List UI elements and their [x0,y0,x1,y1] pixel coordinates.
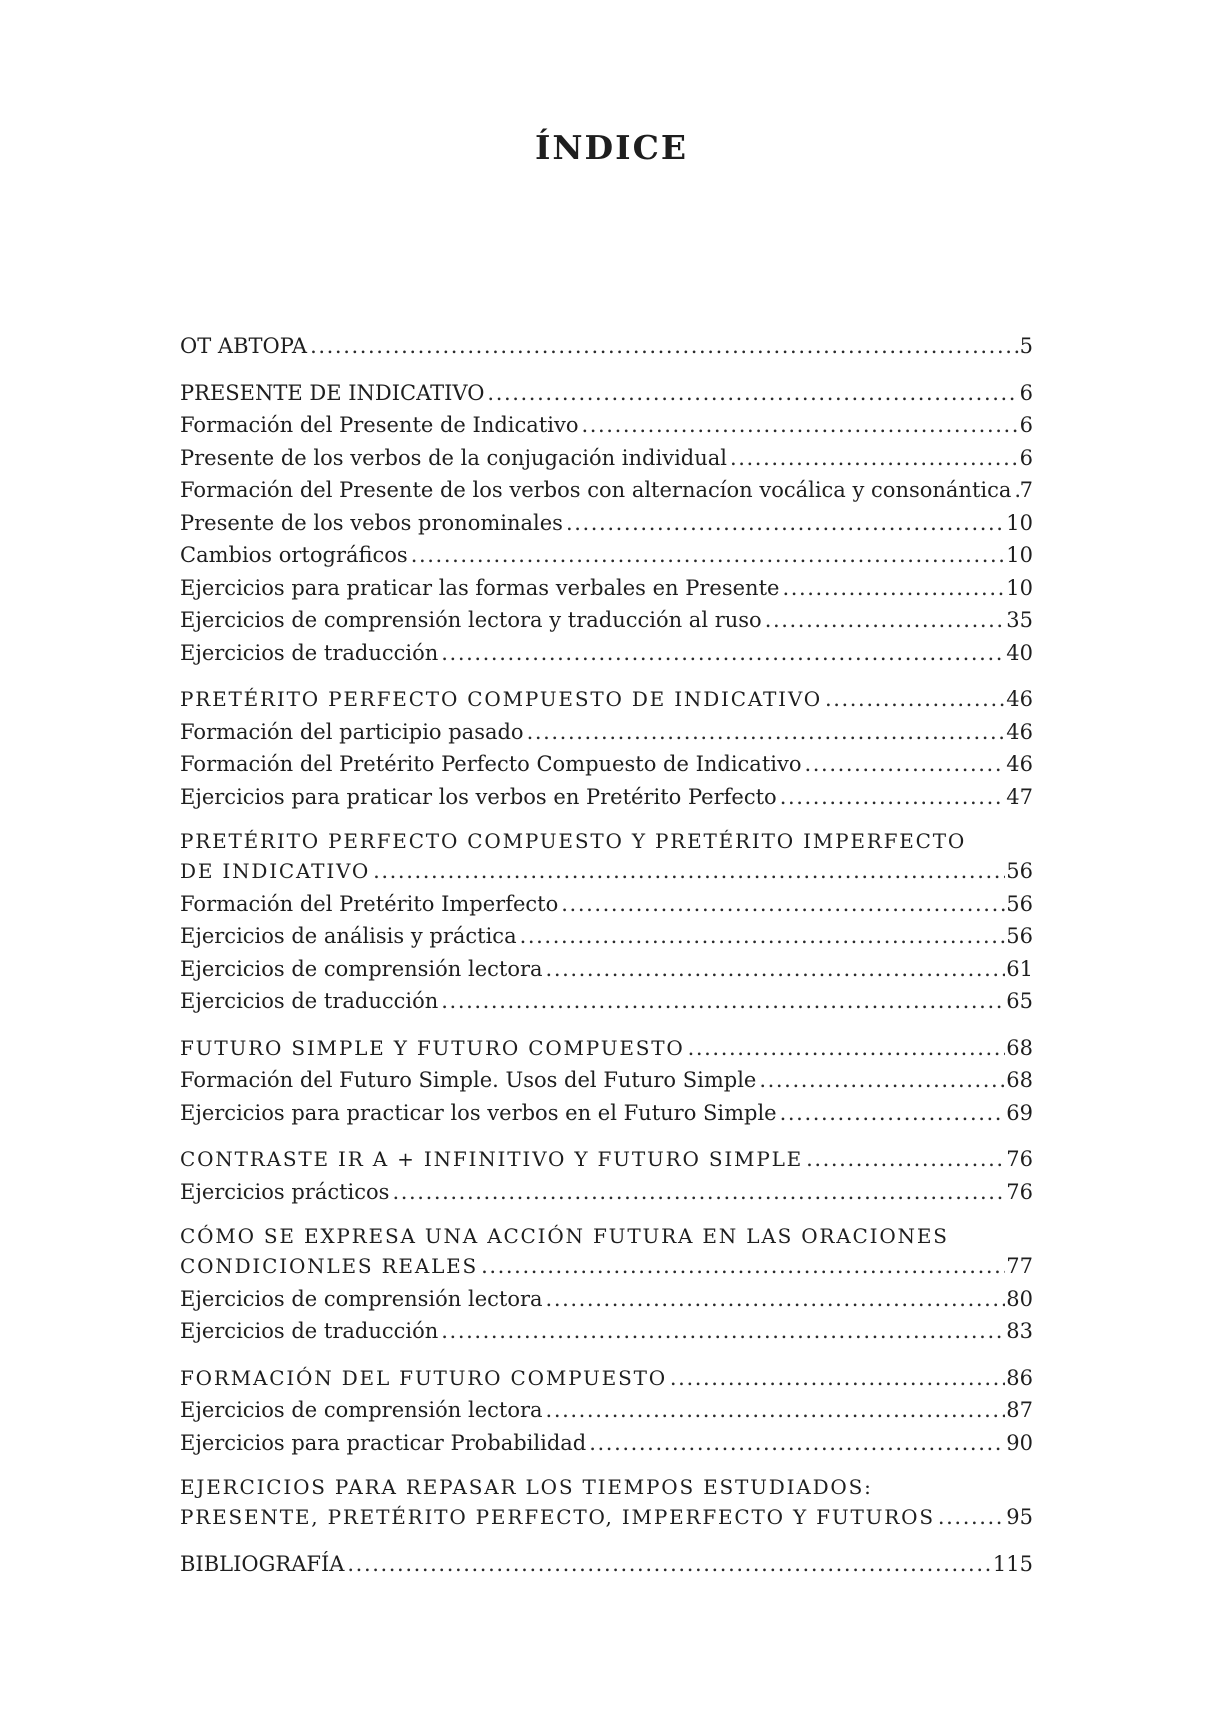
toc-entry[interactable] [180,637,1033,670]
toc-entry[interactable] [180,1548,1033,1581]
toc-entry[interactable] [180,1501,1033,1534]
page-title: ÍNDICE [534,128,689,167]
toc-entry[interactable] [180,953,1033,986]
toc-entry[interactable] [180,1394,1033,1427]
toc-entry[interactable] [180,539,1033,572]
dot-leader [765,604,1006,637]
toc-entry-title: Ejercicios para practicar los verbos en el Futuro Simple [180,1100,777,1125]
toc-entry-page-number: 69 [1006,1100,1033,1125]
toc-entry-title: Formación del participio pasado [180,719,524,744]
toc-entry[interactable] [180,1283,1033,1316]
toc-entry-title: Cambios ortográficos [180,543,408,567]
toc-entry-page-number: 86 [1006,1365,1033,1390]
toc-entry-page-number: 35 [1006,608,1033,632]
toc-entry-title: Ejercicios para practicar Probabilidad [180,1430,587,1455]
toc-entry-title: Ejercicios de traducción [180,989,439,1013]
toc-entry-page-number: 87 [1006,1398,1033,1422]
toc-entry-title: Ejercicios para praticar las formas verbales en Presente [180,575,780,600]
toc-entry[interactable] [180,1032,1033,1065]
dot-leader [546,953,1006,986]
toc-entry-title: BIBLIOGRAFÍA [180,1551,345,1576]
dot-leader [441,637,1005,670]
toc-entry-page-number: 46 [1006,687,1033,711]
toc-section-heading-line: PRETÉRITO PERFECTO COMPUESTO Y PRETÉRITO IMPERFECTO [180,829,967,853]
toc-entry-page-number: 6 [1019,380,1033,405]
toc-entry-page-number: 10 [1006,510,1033,535]
dot-leader [566,507,1005,540]
toc-entry[interactable] [180,1250,1033,1283]
dot-leader [561,888,1005,921]
dot-leader [481,1250,1005,1283]
toc-section [180,1473,1033,1534]
toc-entry[interactable] [180,1315,1033,1348]
toc-entry-page-number: 76 [1006,1179,1033,1204]
dot-leader [730,442,1019,475]
toc-entry[interactable] [180,409,1033,442]
toc-entry-page-number: 56 [1006,859,1033,883]
toc-entry[interactable] [180,1362,1033,1395]
toc-entry-page-number: 115 [992,1551,1033,1576]
toc-entry[interactable] [180,604,1033,637]
toc-entry-title: Ejercicios de comprensión lectora [180,1398,543,1422]
toc-entry-page-number: 40 [1006,640,1033,665]
toc-entry-page-number: 76 [1006,1147,1033,1171]
toc-entry[interactable] [180,1143,1033,1176]
toc-entry-page-number: 7 [1019,478,1033,502]
toc-entry-title: Formación del Pretérito Imperfecto [180,891,559,916]
toc-entry[interactable] [180,683,1033,716]
dot-leader [441,985,1005,1018]
toc-entry-title: Ejercicios de comprensión lectora y traducción al ruso [180,608,762,632]
toc-entry[interactable] [180,716,1033,749]
toc-entry-page-number: 61 [1006,956,1033,981]
toc-entry-title: PRETÉRITO PERFECTO COMPUESTO DE INDICATIVO [180,687,822,711]
toc-entry[interactable] [180,377,1033,410]
toc-entry-title: PRESENTE, PRETÉRITO PERFECTO, IMPERFECTO Y FUTUROS [180,1505,935,1529]
dot-leader [938,1501,1005,1534]
dot-leader [392,1176,1005,1209]
toc-entry-page-number: 6 [1019,413,1033,437]
toc-entry-page-number: 6 [1019,445,1033,470]
toc-entry-title: Formación del Presente de los verbos con alternacíon vocálica y consonántica [180,478,1012,502]
toc-section [180,1548,1033,1581]
dot-leader [759,1064,1005,1097]
toc-entry-title: Ejercicios de traducción [180,1319,439,1343]
toc-entry-title: OT ABTOPA [180,334,308,358]
toc-section-heading-line: CÓMO SE EXPRESA UNA ACCIÓN FUTURA EN LAS ORACIONES [180,1224,949,1248]
toc-entry[interactable] [180,781,1033,814]
dot-leader [441,1315,1005,1348]
toc-entry-title: Ejercicios de comprensión lectora [180,1286,543,1311]
toc-entry-page-number: 10 [1006,543,1033,567]
toc-entry-title: Presente de los vebos pronominales [180,510,563,535]
toc-section [180,377,1033,670]
toc-entry-page-number: 10 [1006,575,1033,600]
toc-entry-page-number: 68 [1006,1035,1033,1060]
dot-leader [806,1143,1005,1176]
dot-leader [310,330,1019,363]
toc-entry-page-number: 56 [1006,891,1033,916]
toc-entry-title: FORMACIÓN DEL FUTURO COMPUESTO [180,1365,667,1390]
toc-entry-title: CONTRASTE IR A + INFINITIVO Y FUTURO SIMPLE [180,1147,804,1171]
toc-entry-page-number: 65 [1006,989,1033,1013]
dot-leader [546,1394,1006,1427]
toc-entry-title: Ejercicios para praticar los verbos en Pretérito Perfecto [180,784,777,809]
toc-entry[interactable] [180,855,1033,888]
dot-leader [527,716,1006,749]
dot-leader [780,781,1006,814]
dot-leader [487,377,1018,410]
dot-leader [780,1097,1006,1130]
toc-entry-page-number: 95 [1006,1505,1033,1529]
toc-entry-title: Formación del Futuro Simple. Usos del Futuro Simple [180,1068,757,1092]
dot-leader [688,1032,1006,1065]
toc-entry-title: FUTURO SIMPLE Y FUTURO COMPUESTO [180,1035,685,1060]
toc-section [180,1362,1033,1460]
toc-entry[interactable] [180,507,1033,540]
toc-entry-title: Ejercicios de comprensión lectora [180,956,543,981]
toc-section-heading-line: EJERCICIOS PARA REPASAR LOS TIEMPOS ESTUDIADOS: [180,1475,873,1499]
dot-leader [581,409,1018,442]
toc-entry[interactable] [180,985,1033,1018]
toc-section [180,827,1033,1018]
toc-section [180,1143,1033,1208]
toc-entry-page-number: 47 [1006,784,1033,809]
table-of-contents [180,330,1033,1594]
toc-entry[interactable] [180,920,1033,953]
toc-section [180,330,1033,363]
toc-entry[interactable] [180,474,1033,507]
toc-entry-page-number: 5 [1019,334,1033,358]
dot-leader [520,920,1006,953]
toc-entry[interactable] [180,1097,1033,1130]
toc-entry-title: Ejercicios prácticos [180,1179,390,1204]
dot-leader [805,748,1006,781]
dot-leader [782,572,1005,605]
dot-leader [411,539,1006,572]
toc-section [180,1222,1033,1348]
dot-leader [825,683,1005,716]
toc-entry-title: Formación del Pretérito Perfecto Compuesto de Indicativo [180,752,802,776]
toc-entry-page-number: 77 [1006,1254,1033,1278]
toc-entry-title: Ejercicios de traducción [180,640,439,665]
toc-entry-title: CONDICIONLES REALES [180,1254,479,1278]
toc-entry-title: Formación del Presente de Indicativo [180,413,579,437]
toc-entry-title: DE INDICATIVO [180,859,371,883]
toc-entry-page-number: 46 [1006,719,1033,744]
toc-entry[interactable] [180,1176,1033,1209]
toc-entry[interactable] [180,330,1033,363]
toc-entry-title: Presente de los verbos de la conjugación individual [180,445,727,470]
toc-entry[interactable] [180,748,1033,781]
toc-entry-page-number: 56 [1006,924,1033,948]
toc-entry-title: Ejercicios de análisis y práctica [180,924,517,948]
toc-entry[interactable] [180,1064,1033,1097]
toc-section [180,683,1033,813]
toc-entry[interactable] [180,572,1033,605]
toc-entry-page-number: 83 [1006,1319,1033,1343]
dot-leader [373,855,1005,888]
toc-entry[interactable] [180,888,1033,921]
toc-entry-title: PRESENTE DE INDICATIVO [180,380,485,405]
toc-entry-page-number: 90 [1006,1430,1033,1455]
toc-section [180,1032,1033,1130]
toc-entry[interactable] [180,1427,1033,1460]
toc-entry-page-number: 80 [1006,1286,1033,1311]
dot-leader [670,1362,1005,1395]
toc-entry-page-number: 46 [1006,752,1033,776]
toc-entry-page-number: 68 [1006,1068,1033,1092]
toc-entry[interactable] [180,442,1033,475]
dot-leader [347,1548,992,1581]
dot-leader [589,1427,1005,1460]
dot-leader [546,1283,1006,1316]
